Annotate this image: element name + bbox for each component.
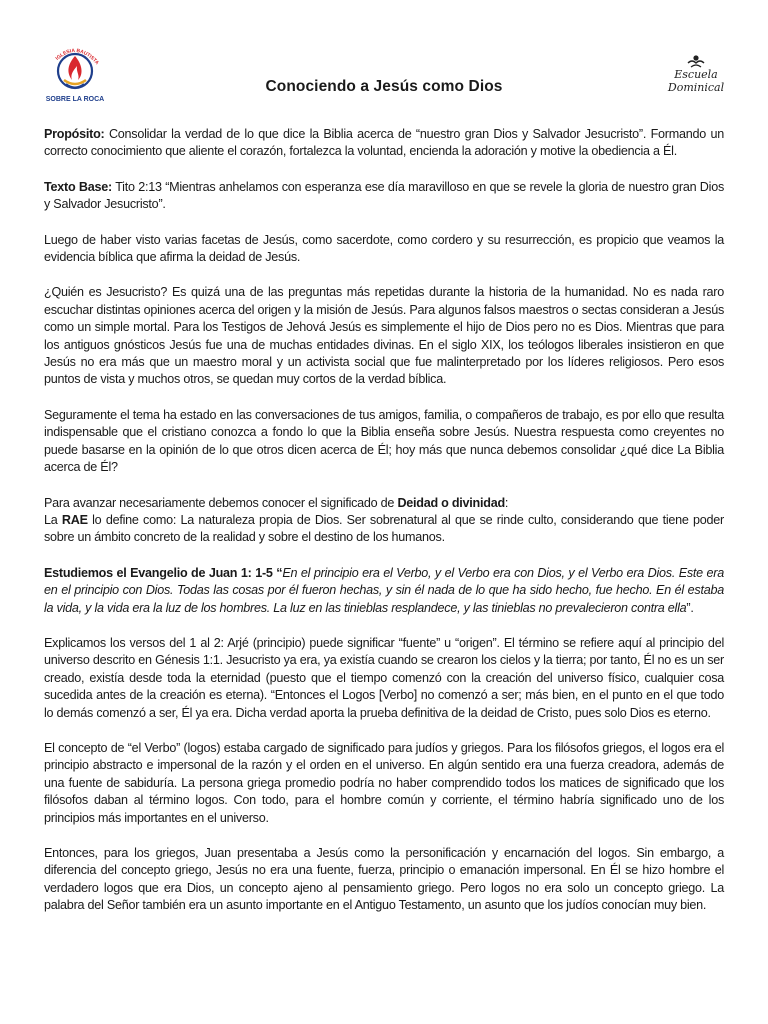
paragraph-deidad bbox=[44, 495, 724, 512]
document-body bbox=[44, 126, 724, 933]
paragraph-proposito bbox=[44, 126, 724, 161]
paragraph-rae bbox=[44, 512, 724, 547]
rae-text-b: lo define como: La naturaleza propia de Dios. Ser sobrenatural al que se rinde culto, considerando que tiene poder sobre un ámbito concreto de la realidad y sobre el destino de los humanos. bbox=[44, 512, 724, 545]
proposito-text: Consolidar la verdad de lo que dice la Biblia acerca de “nuestro gran Dios y Salvador Jesucristo”. Formando un correcto conocimiento que aliente el corazón, fortalezca la voluntad, encienda la adoración y motive la obediencia a Él. bbox=[44, 127, 724, 159]
deidad-text-b: : bbox=[504, 495, 509, 510]
paragraph-verbo-logos: El concepto de “el Verbo” (logos) estaba cargado de significado para judíos y griegos. Para los filósofos griegos, el logos era el principio abstracto e impersonal de la razón y el orden en el universo. En algún sentido era una fuerza creadora, además de una fuente de sabiduría. La persona griega promedio podría no haber comprendido todos los matices de significado que los filósofos daban al término logos. Con todo, para el hombre común y corriente, el término habría significado uno de los principios más importantes en el universo. bbox=[44, 740, 724, 825]
juan-quote-end: ”. bbox=[686, 600, 694, 615]
logo-bottom-text: SOBRE LA ROCA bbox=[45, 96, 105, 103]
proposito-label: Propósito: bbox=[44, 127, 105, 141]
paragraph-arje: Explicamos los versos del 1 al 2: Arjé (principio) puede significar “fuente” u “origen”. El término se refiere aquí al principio del universo descrito en Génesis 1:1. Jesucristo ya era, ya existía cuando se crearon los cielos y la tierra; por tanto, Él no es un ser creado, existía desde toda la eternidad (puesto que el tiempo comenzó con la creación del universo físico, cualquier cosa sucedida antes de la creación es eterna). “Entonces el Logos [Verbo] no comenzó a ser; más bien, en el punto en el que todo lo demás comenzó a ser, Él ya era. Dicha verdad aporta la prueba definitiva de la deidad de Cristo, pues solo Dios es eterno. bbox=[44, 635, 724, 720]
juan-quote: En el principio era el Verbo, y el Verbo era con Dios, y el Verbo era Dios. Este era en el principio con Dios. Todas las cosas por él fueron hechas, y sin él nada de lo que ha sido hecho, fue hecho. En él estaba la vida, y la vida era la luz de los hombres. La luz en las tinieblas resplandece, y las tinieblas no prevalecieron contra ella bbox=[44, 565, 724, 615]
paragraph-texto-base bbox=[44, 179, 724, 214]
paragraph-conversaciones: Seguramente el tema ha estado en las conversaciones de tus amigos, familia, o compañeros de trabajo, es por ello que resulta indispensable que el cristiano conozca a fondo lo que la Biblia enseña sobre Jesús. Nuestra respuesta como creyentes no puede basarse en la opinión de lo que otros dicen acerca de Él; hoy más que nunca debemos consolidar ¿qué dice La Biblia acerca de Él? bbox=[44, 407, 724, 475]
deidad-bold: Deidad o divinidad bbox=[397, 495, 505, 510]
deidad-text-a: Para avanzar necesariamente debemos conocer el significado de bbox=[44, 495, 398, 510]
juan-heading: Estudiemos el Evangelio de Juan 1: 1-5 “ bbox=[44, 565, 283, 580]
escuela-dominical-text: Escuela Dominical bbox=[667, 68, 725, 94]
paragraph-juan-1 bbox=[44, 565, 724, 617]
rae-bold: RAE bbox=[61, 512, 88, 527]
rae-text-a: La bbox=[44, 512, 62, 527]
page-title: Conociendo a Jesús como Dios bbox=[265, 78, 503, 95]
texto-base-text: Tito 2:13 “Mientras anhelamos con esperanza ese día maravilloso en que se revele la gloria de nuestro gran Dios y Salvador Jesucristo”. bbox=[44, 179, 725, 212]
paragraph-griegos: Entonces, para los griegos, Juan presentaba a Jesús como la personificación y encarnación del logos. Sin embargo, a diferencia del concepto griego, Jesús no era una fuente, fuerza, principio o emanación impersonal. En Él se hizo hombre el verdadero logos que era Dios, un concepto ajeno al pensamiento griego. Pero logos no era solo un concepto griego. La palabra del Señor también era un asunto importante en el Antiguo Testamento, un asunto que los judíos conocían muy bien. bbox=[44, 846, 724, 913]
paragraph-intro: Luego de haber visto varias facetas de Jesús, como sacerdote, como cordero y su resurrección, es propicio que veamos la evidencia bíblica que afirma la deidad de Jesús. bbox=[44, 232, 724, 265]
texto-base-label: Texto Base: bbox=[44, 179, 112, 194]
logo-arc-text: IGLESIA BAUTISTA bbox=[54, 47, 100, 67]
paragraph-quien-es-jesucristo: ¿Quién es Jesucristo? Es quizá una de las preguntas más repetidas durante la historia de la humanidad. No es nada raro escuchar distintas opiniones acerca del origen y la misión de Jesús. Para algunos falsos maestros o sectas consideran a Jesús como un simple mortal. Para los Testigos de Jehová Jesús es simplemente el hijo de Dios pero no es Dios. Mientras que para los antiguos gnósticos Jesús fue una de muchas entidades divinas. En el siglo XIX, los teólogos liberales insistieron en que Jesús no era más que un maestro moral y un activista social que fue malinterpretado por los líderes religiosos. Pero esos puntos de vista y muchos otros, se quedan muy cortos de la verdad bíblica. bbox=[44, 285, 724, 387]
